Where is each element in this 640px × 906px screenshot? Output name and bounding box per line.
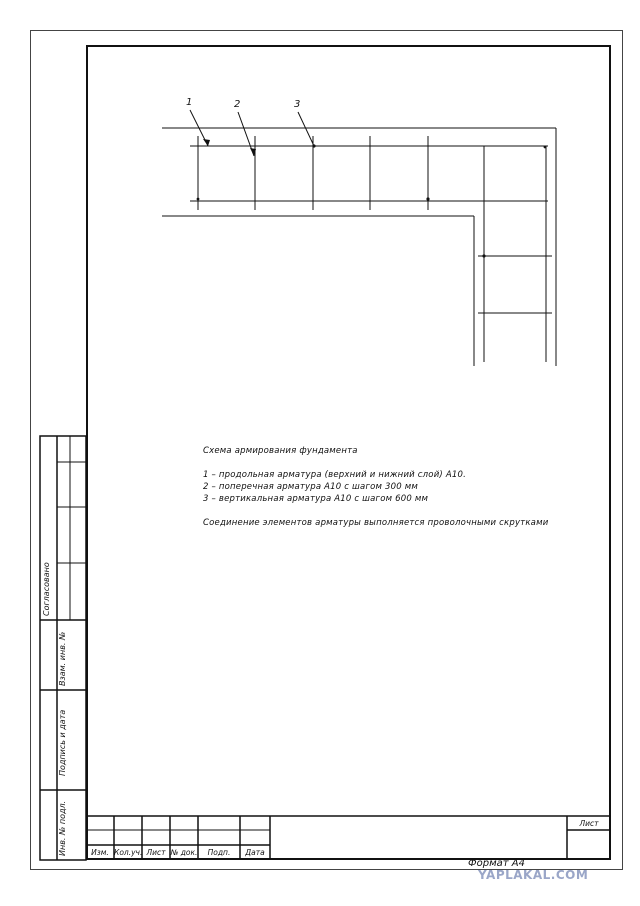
vertical-bar-mark xyxy=(426,197,429,200)
callout-2: 2 xyxy=(234,99,241,110)
header-izm: Изм. xyxy=(91,848,109,857)
notes-line-3: 3 – вертикальная арматура А10 с шагом 600 мм xyxy=(203,494,429,504)
vertical-bar-mark xyxy=(544,146,547,149)
leader-3 xyxy=(298,112,314,146)
arrowhead-1 xyxy=(203,139,210,146)
header-doc-no: № док. xyxy=(170,848,198,857)
format-label: Формат А4 xyxy=(468,858,525,869)
notes-title: Схема армирования фундамента xyxy=(203,446,358,456)
vertical-bar-mark xyxy=(197,198,200,201)
label-sign-date: Подпись и дата xyxy=(58,709,67,776)
notes-line-1: 1 – продольная арматура (верхний и нижний слой) А10. xyxy=(203,470,466,480)
vertical-bar-mark xyxy=(482,254,485,257)
callout-3: 3 xyxy=(294,99,301,110)
notes-line-2: 2 – поперечная арматура А10 с шагом 300 мм xyxy=(203,482,418,492)
header-date: Дата xyxy=(245,848,265,857)
header-list: Лист xyxy=(146,848,166,857)
label-agreed: Согласовано xyxy=(42,562,51,616)
sheet-label: Лист xyxy=(579,819,599,828)
header-kol-uch: Кол.уч. xyxy=(114,848,143,857)
watermark: YAPLAKAL.COM xyxy=(478,868,589,882)
vertical-bar-mark xyxy=(312,144,315,147)
label-inv-no: Инв. № подл. xyxy=(58,800,67,856)
callout-1: 1 xyxy=(186,97,193,108)
label-replace-inv: Взам. инв. № xyxy=(58,631,67,686)
notes-connection: Соединение элементов арматуры выполняется проволочными скрутками xyxy=(203,518,549,528)
header-sign: Подп. xyxy=(207,848,231,857)
